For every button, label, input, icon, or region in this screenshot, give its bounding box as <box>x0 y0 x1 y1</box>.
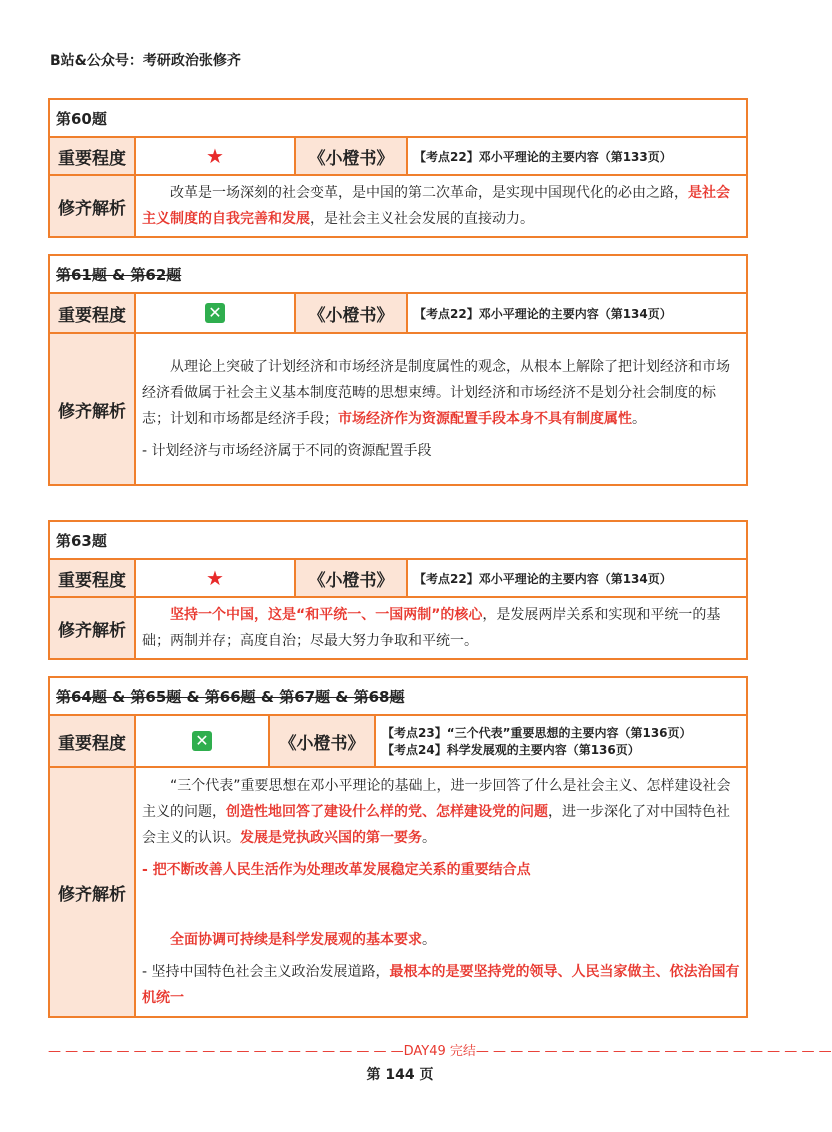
page-header: B站&公众号：考研政治张修齐 <box>50 53 241 69</box>
key-point: 【考点22】邓小平理论的主要内容（第134页） <box>407 559 747 597</box>
star-icon: ★ <box>135 559 295 597</box>
page-number: 第 144 页 <box>366 1067 434 1083</box>
question-61-62-table <box>48 254 748 486</box>
analysis-text: 改革是一场深刻的社会变革，是中国的第二次革命，是实现中国现代化的必由之路，是社会主义制度的自我完善和发展，是社会主义社会发展的直接动力。 <box>135 175 747 237</box>
cross-icon: ✕ <box>192 731 212 751</box>
key-point-2: 【考点24】科学发展观的主要内容（第136页） <box>382 743 640 757</box>
question-60-table <box>48 98 748 238</box>
importance-label: 重要程度 <box>49 293 135 333</box>
question-title: 第63题 <box>49 521 747 559</box>
cross-icon: ✕ <box>205 303 225 323</box>
book-label: 《小橙书》 <box>295 559 407 597</box>
analysis-text: “三个代表”重要思想在邓小平理论的基础上，进一步回答了什么是社会主义、怎样建设社会主义的问题，创造性地回答了建设什么样的党、怎样建设党的问题，进一步深化了对中国特色社会主义的认识。发展是党执政兴国的第一要务。 - 把不断改善人民生活作为处理改革发展稳定关系的重要结合点 全面协调可持续是科学发展观的基本要求。 - 坚持中国特色社会主义政治发展道路，最根本的是要坚持党的领导、人民当家做主、依法治国有机统一 <box>135 767 747 1017</box>
key-point: 【考点22】邓小平理论的主要内容（第133页） <box>407 137 747 175</box>
book-label: 《小橙书》 <box>269 715 375 767</box>
key-point: 【考点22】邓小平理论的主要内容（第134页） <box>407 293 747 333</box>
importance-label: 重要程度 <box>49 559 135 597</box>
question-title: 第61题 & 第62题 <box>49 255 747 293</box>
key-points <box>375 715 747 767</box>
question-title: 第64题 & 第65题 & 第66题 & 第67题 & 第68题 <box>49 677 747 715</box>
analysis-label: 修齐解析 <box>49 767 135 1017</box>
bullet-item: - 计划经济与市场经济属于不同的资源配置手段 <box>142 443 432 459</box>
analysis-label: 修齐解析 <box>49 597 135 659</box>
analysis-label: 修齐解析 <box>49 175 135 237</box>
book-label: 《小橙书》 <box>295 137 407 175</box>
day-end-divider: — — — — — — — — — — — — — — — — — — — — —DAY49 完结— — — — — — — — — — — — — — — — — — — — — <box>48 1044 832 1059</box>
star-icon: ★ <box>135 137 295 175</box>
importance-label: 重要程度 <box>49 715 135 767</box>
question-63-table <box>48 520 748 660</box>
key-point-1: 【考点23】“三个代表”重要思想的主要内容（第136页） <box>382 726 692 740</box>
bullet-item: - 坚持中国特色社会主义政治发展道路，最根本的是要坚持党的领导、人民当家做主、依法治国有机统一 <box>142 964 740 1006</box>
bullet-item: - 把不断改善人民生活作为处理改革发展稳定关系的重要结合点 <box>142 862 531 878</box>
question-title: 第60题 <box>49 99 747 137</box>
importance-label: 重要程度 <box>49 137 135 175</box>
analysis-text: 坚持一个中国，这是“和平统一、一国两制”的核心，是发展两岸关系和实现和平统一的基础；两制并存；高度自治；尽最大努力争取和平统一。 <box>135 597 747 659</box>
analysis-label: 修齐解析 <box>49 333 135 485</box>
book-label: 《小橙书》 <box>295 293 407 333</box>
analysis-text: 从理论上突破了计划经济和市场经济是制度属性的观念，从根本上解除了把计划经济和市场经济看做属于社会主义基本制度范畴的思想束缚。计划经济和市场经济不是划分社会制度的标志；计划和市场都是经济手段；市场经济作为资源配置手段本身不具有制度属性。 - 计划经济与市场经济属于不同的资源配置手段 <box>135 333 747 485</box>
question-64-68-table <box>48 676 748 1018</box>
